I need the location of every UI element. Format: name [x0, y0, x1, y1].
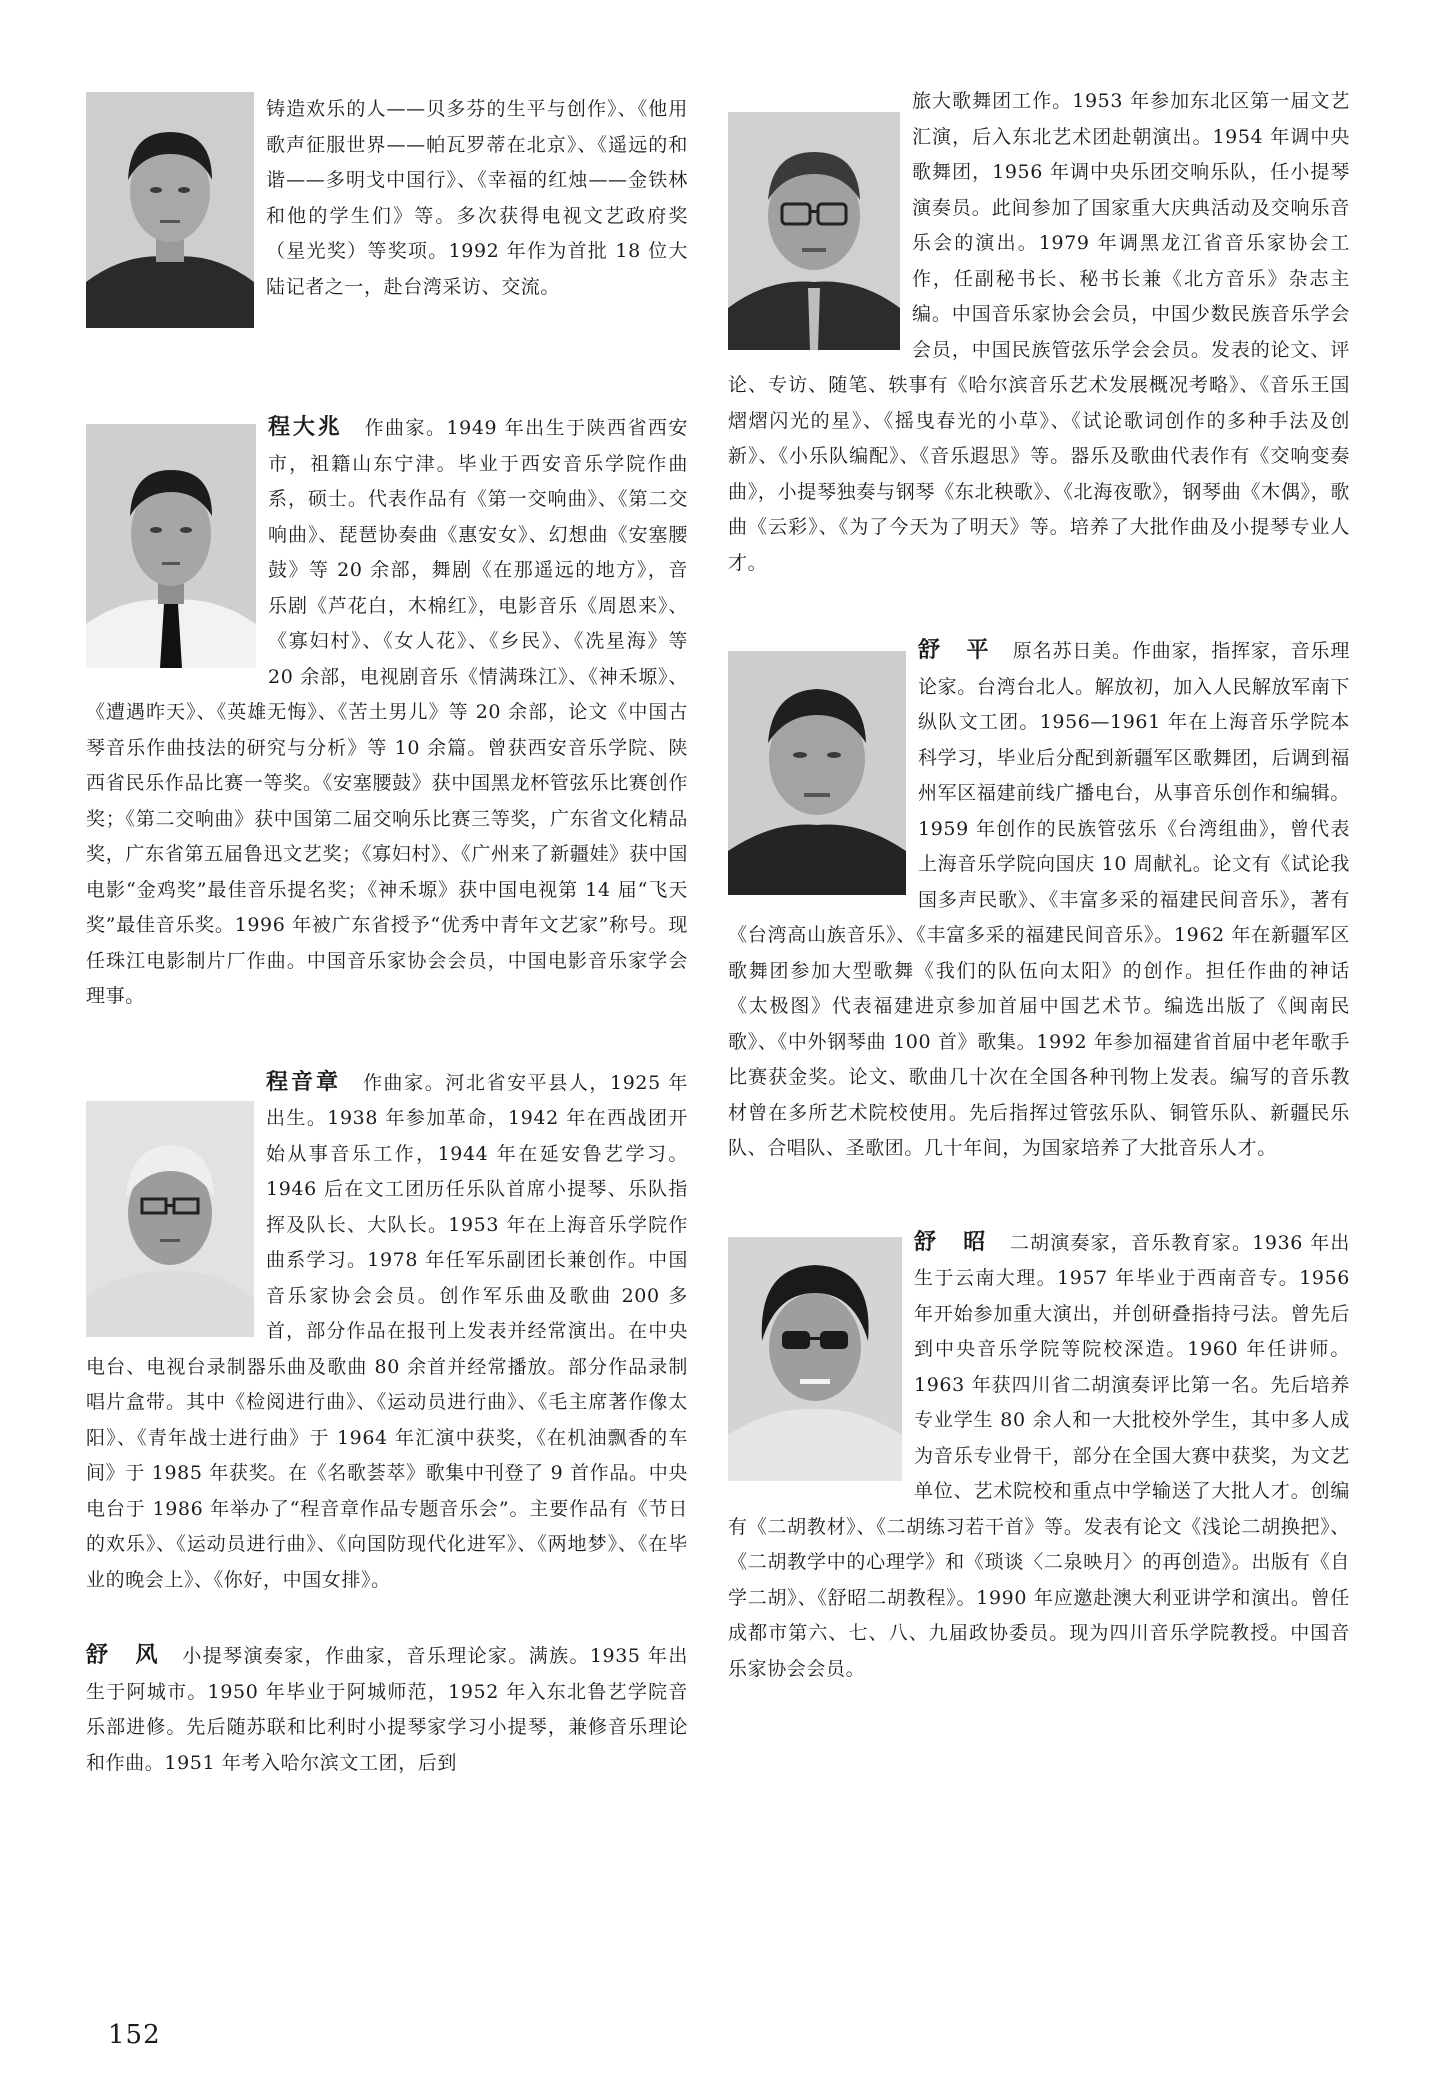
entry-text: 铸造欢乐的人——贝多芬的生平与创作》、《他用歌声征服世界——帕瓦罗蒂在北京》、《遥远的和谐——多明戈中国行》、《幸福的红烛——金铁林和他的学生们》等。多次获得电视文艺政府奖（星光奖）等奖项。1992 年作为首批 18 位大陆记者之一，赴台湾采访、交流。 — [266, 98, 688, 298]
entry-name: 程大兆 — [268, 415, 343, 440]
portrait-photo — [86, 1101, 254, 1337]
entry-text: 小提琴演奏家，作曲家，音乐理论家。满族。1935 年出生于阿城市。1950 年毕业于阿城师范，1952 年入东北鲁艺学院音乐部进修。先后随苏联和比利时小提琴家学习小提琴，兼修音乐理论和作曲。1951 年考入哈尔滨文工团，后到 — [86, 1645, 688, 1774]
biography-entry — [86, 92, 688, 334]
entry-text: 作曲家。河北省安平县人，1925 年出生。1938 年参加革命，1942 年在西战团开始从事音乐工作，1944 年在延安鲁艺学习。1946 后在文工团历任乐队首席小提琴、乐队指挥及队长、大队长。1953 年在上海音乐学院作曲系学习。1978 年任军乐副团长兼创作。中国音乐家协会会员。创作军乐曲及歌曲 200 多首，部分作品在报刊上发表并经常演出。在中央电台、电视台录制器乐曲及歌曲 80 余首并经常播放。部分作品录制唱片盒带。其中《检阅进行曲》、《运动员进行曲》、《毛主席著作像太阳》、《青年战士进行曲》于 1964 年汇演中获奖，《在机油飘香的车间》于 1985 年获奖。在《名歌荟萃》歌集中刊登了 9 首作品。中央电台于 1986 年举办了“程音章作品专题音乐会”。主要作品有《节日的欢乐》、《运动员进行曲》、《向国防现代化进军》、《两地梦》、《在毕业的晚会上》、《你好，中国女排》。 — [86, 1071, 688, 1591]
entry-text: 二胡演奏家，音乐教育家。1936 年出生于云南大理。1957 年毕业于西南音专。1956 年开始参加重大演出，并创研叠指持弓法。曾先后到中央音乐学院等院校深造。1960 年任讲师。1963 年获四川省二胡演奏评比第一名。先后培养专业学生 80 余人和一大批校外学生，其中多人成为音乐专业骨干，部分在全国大赛中获奖，为文艺单位、艺术院校和重点中学输送了大批人才。创编有《二胡教材》、《二胡练习若干首》等。发表有论文《浅论二胡换把》、《二胡教学中的心理学》和《琐谈〈二泉映月〉的再创造》。出版有《自学二胡》、《舒昭二胡教程》。1990 年应邀赴澳大利亚讲学和演出。曾任成都市第六、七、八、九届政协委员。现为四川音乐学院教授。中国音乐家协会会员。 — [728, 1231, 1350, 1680]
left-column — [86, 92, 688, 1781]
entry-name: 舒 昭 — [914, 1229, 988, 1255]
entry-name: 舒 风 — [86, 1643, 161, 1668]
biography-entry — [86, 1638, 688, 1781]
portrait-photo — [728, 1237, 902, 1481]
entry-name: 舒 平 — [918, 638, 991, 663]
biography-entry — [86, 410, 688, 1015]
entry-text: 作曲家。1949 年出生于陕西省西安市，祖籍山东宁津。毕业于西安音乐学院作曲系，硕士。代表作品有《第一交响曲》、《第二交响曲》、琵琶协奏曲《惠安女》、幻想曲《安塞腰鼓》等 20 余部，舞剧《在那遥远的地方》，音乐剧《芦花白，木棉红》，电影音乐《周恩来》、《寡妇村》、《女人花》、《乡民》、《冼星海》等 20 余部，电视剧音乐《情满珠江》、《神禾塬》、《遭遇昨天》、《英雄无悔》、《苦土男儿》等 20 余部，论文《中国古琴音乐作曲技法的研究与分析》等 10 余篇。曾获西安音乐学院、陕西省民乐作品比赛一等奖。《安塞腰鼓》获中国黑龙杯管弦乐比赛创作奖；《第二交响曲》获中国第二届交响乐比赛三等奖，广东省文化精品奖，广东省第五届鲁迅文艺奖；《寡妇村》、《广州来了新疆娃》获中国电影“金鸡奖”最佳音乐提名奖；《神禾塬》获中国电视第 14 届“飞天奖”最佳音乐奖。1996 年被广东省授予“优秀中青年文艺家”称号。现任珠江电影制片厂作曲。中国音乐家协会会员，中国电影音乐家学会理事。 — [86, 417, 688, 1007]
portrait-photo — [728, 651, 906, 895]
entry-text: 旅大歌舞团工作。1953 年参加东北区第一届文艺汇演，后入东北艺术团赴朝演出。1954 年调中央歌舞团，1956 年调中央乐团交响乐队，任小提琴演奏员。此间参加了国家重大庆典活动及交响乐音乐会的演出。1979 年调黑龙江省音乐家协会工作，任副秘书长、秘书长兼《北方音乐》杂志主编。中国音乐家协会会员，中国少数民族音乐学会会员，中国民族管弦乐学会会员。发表的论文、评论、专访、随笔、轶事有《哈尔滨音乐艺术发展概况考略》、《音乐王国熠熠闪光的星》、《摇曳春光的小草》、《试论歌词创作的多种手法及创新》、《小乐队编配》、《音乐遐思》等。器乐及歌曲代表作有《交响变奏曲》，小提琴独奏与钢琴《东北秧歌》、《北海夜歌》，钢琴曲《木偶》，歌曲《云彩》、《为了今天为了明天》等。培养了大批作曲及小提琴专业人才。 — [728, 90, 1350, 574]
biography-entry — [86, 1065, 688, 1599]
entry-text: 原名苏日美。作曲家，指挥家，音乐理论家。台湾台北人。解放初，加入人民解放军南下纵队文工团。1956—1961 年在上海音乐学院本科学习，毕业后分配到新疆军区歌舞团，后调到福州军区福建前线广播电台，从事音乐创作和编辑。1959 年创作的民族管弦乐《台湾组曲》，曾代表上海音乐学院向国庆 10 周献礼。论文有《试论我国多声民歌》、《丰富多采的福建民间音乐》，著有《台湾高山族音乐》、《丰富多采的福建民间音乐》。1962 年在新疆军区歌舞团参加大型歌舞《我们的队伍向太阳》的创作。担任作曲的神话《太极图》代表福建进京参加首届中国艺术节。编选出版了《闽南民歌》、《中外钢琴曲 100 首》歌集。1992 年参加福建省首届中老年歌手比赛获金奖。论文、歌曲几十次在全国各种刊物上发表。编写的音乐教材曾在多所艺术院校使用。先后指挥过管弦乐队、铜管乐队、新疆民乐队、合唱队、圣歌团。几十年间，为国家培养了大批音乐人才。 — [728, 640, 1350, 1159]
portrait-photo — [728, 112, 900, 350]
biography-entry — [728, 1225, 1350, 1688]
biography-entry — [728, 633, 1350, 1167]
entry-name: 程音章 — [266, 1069, 341, 1095]
biography-entry — [728, 84, 1350, 581]
page-number: 152 — [108, 2020, 161, 2050]
portrait-photo — [86, 92, 254, 328]
portrait-photo — [86, 424, 256, 668]
right-column — [728, 84, 1350, 1687]
